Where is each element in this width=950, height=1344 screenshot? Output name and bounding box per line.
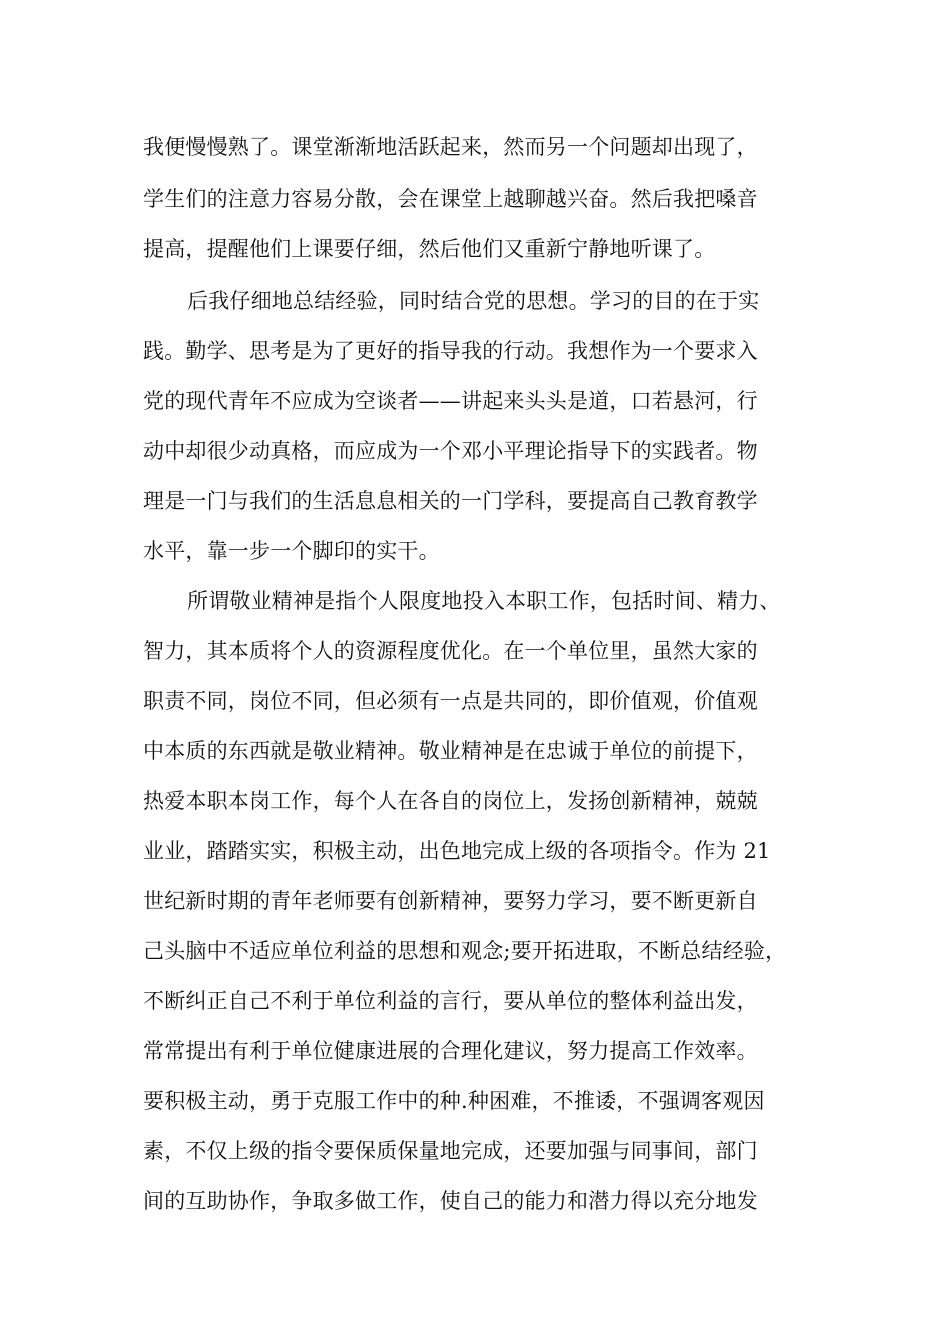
text-line: 世纪新时期的青年老师要有创新精神，要努力学习，要不断更新自 <box>143 889 758 913</box>
paragraph-first-line: 后我仔细地总结经验，同时结合党的思想。学习的目的在于实 <box>187 289 760 313</box>
text-line: 业业，踏踏实实，积极主动，出色地完成上级的各项指令。作为 21 <box>143 839 771 863</box>
text-line: 践。勤学、思考是为了更好的指导我的行动。我想作为一个要求入 <box>143 339 758 363</box>
text-line: 党的现代青年不应成为空谈者——讲起来头头是道，口若悬河，行 <box>143 389 758 413</box>
text-line: 己头脑中不适应单位利益的思想和观念;要开拓进取，不断总结经验， <box>143 939 787 963</box>
text-line: 间的互助协作，争取多做工作，使自己的能力和潜力得以充分地发 <box>143 1189 758 1213</box>
text-line: 智力，其本质将个人的资源程度优化。在一个单位里，虽然大家的 <box>143 639 758 663</box>
text-line: 职责不同，岗位不同，但必须有一点是共同的，即价值观，价值观 <box>143 689 758 713</box>
text-line: 理是一门与我们的生活息息相关的一门学科，要提高自己教育教学 <box>143 489 758 513</box>
text-line: 动中却很少动真格，而应成为一个邓小平理论指导下的实践者。物 <box>143 439 758 463</box>
text-line: 水平，靠一步一个脚印的实干。 <box>143 539 440 563</box>
text-line: 提高，提醒他们上课要仔细，然后他们又重新宁静地听课了。 <box>143 237 716 261</box>
text-line: 要积极主动，勇于克服工作中的种.种困难，不推诿，不强调客观因 <box>143 1089 765 1113</box>
text-line: 常常提出有利于单位健康进展的合理化建议，努力提高工作效率。 <box>143 1039 758 1063</box>
text-line: 中本质的东西就是敬业精神。敬业精神是在忠诚于单位的前提下， <box>143 739 758 763</box>
text-line: 热爱本职本岗工作，每个人在各自的岗位上，发扬创新精神，兢兢 <box>143 789 758 813</box>
paragraph-first-line: 所谓敬业精神是指个人限度地投入本职工作，包括时间、精力、 <box>187 589 781 613</box>
text-line: 不断纠正自己不利于单位利益的言行，要从单位的整体利益出发， <box>143 989 758 1013</box>
text-line: 素，不仅上级的指令要保质保量地完成，还要加强与同事间，部门 <box>143 1139 758 1163</box>
text-line: 学生们的注意力容易分散，会在课堂上越聊越兴奋。然后我把嗓音 <box>143 187 758 211</box>
text-line: 我便慢慢熟了。课堂渐渐地活跃起来，然而另一个问题却出现了， <box>143 135 758 159</box>
